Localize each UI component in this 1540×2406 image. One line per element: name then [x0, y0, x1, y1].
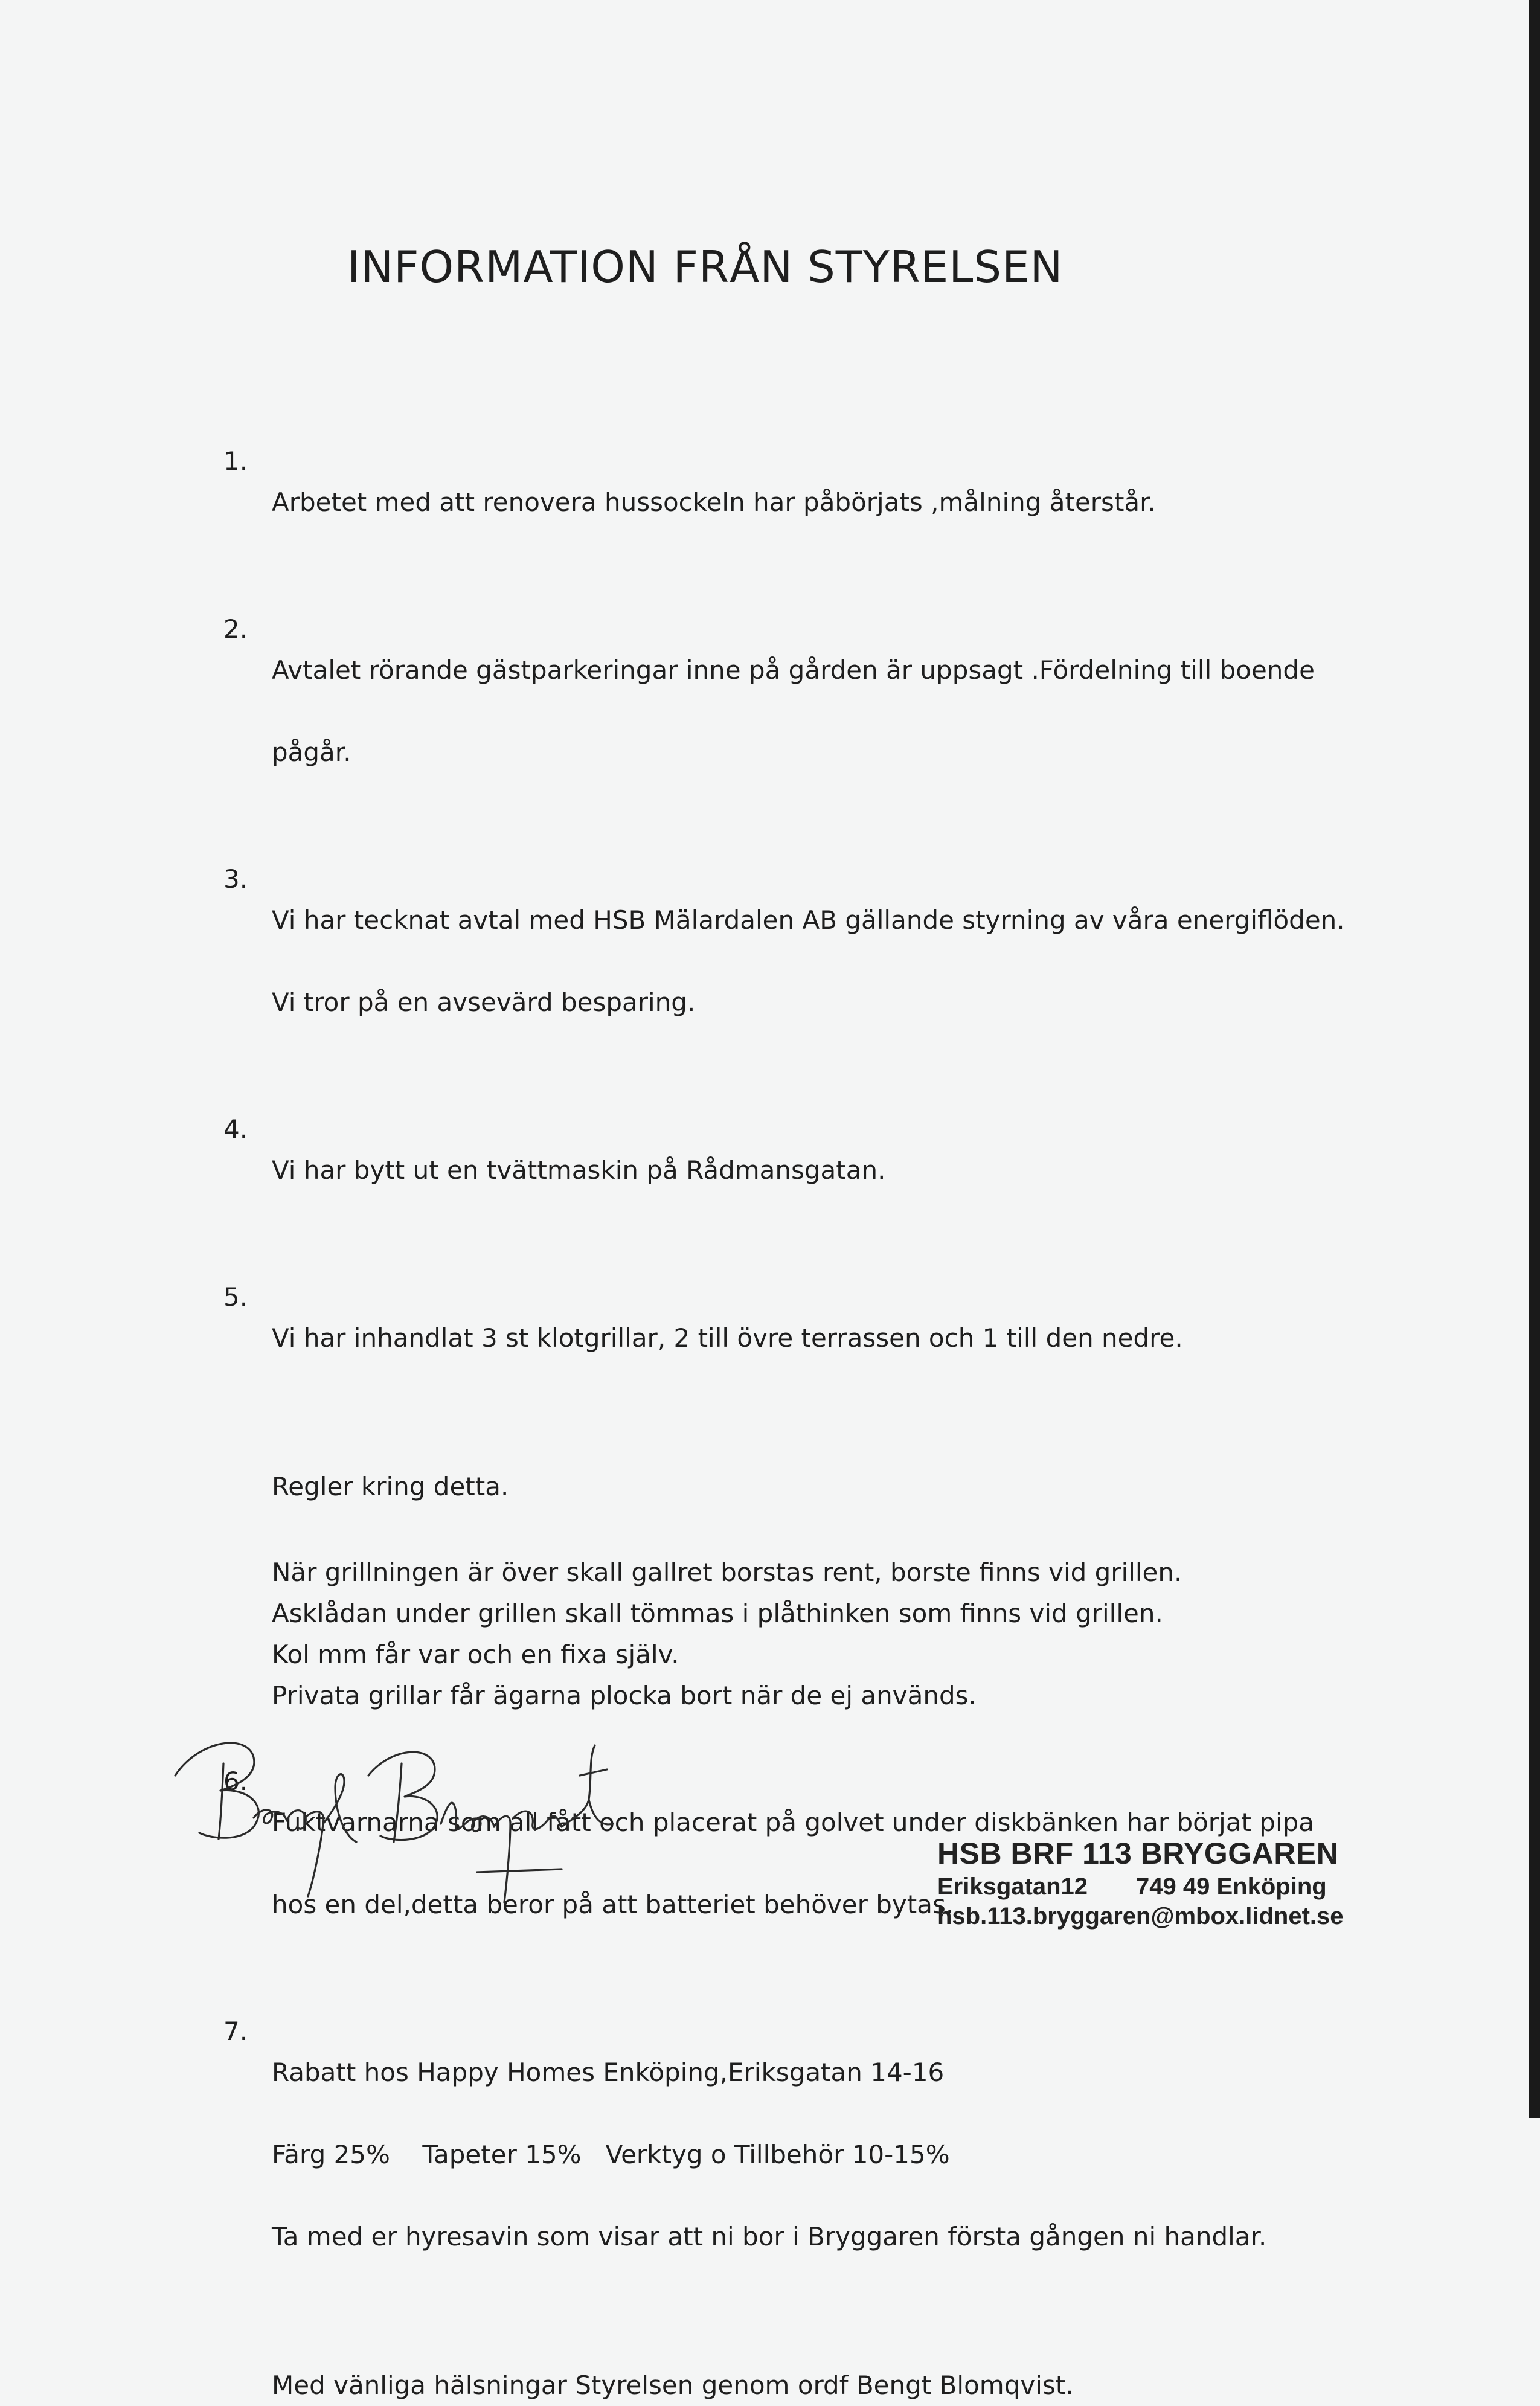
list-item-7 — [223, 2011, 1371, 2299]
item-line: Rabatt hos Happy Homes Enköping,Eriksgatan 14-16 — [272, 2058, 945, 2087]
list-item-3 — [223, 859, 1371, 1064]
item-line: Arbetet med att renovera hussockeln har påbörjats ,målning återstår. — [272, 487, 1156, 517]
scan-edge — [1529, 0, 1540, 2118]
org-street: Eriksgatan12 — [937, 1873, 1088, 1900]
rule-line: När grillningen är över skall gallret borstas rent, borste finns vid grillen. — [272, 1557, 1182, 1587]
list-item-4 — [223, 1109, 1371, 1232]
item-line: Färg 25% Tapeter 15% Verktyg o Tillbehör 10-15% — [272, 2140, 950, 2169]
closing-line: Med vänliga hälsningar Styrelsen genom ordf Bengt Blomqvist. — [272, 2370, 1074, 2400]
item-number: 2. — [223, 614, 248, 644]
rule-line: Kol mm får var och en fixa själv. — [272, 1640, 679, 1669]
list-item-2 — [223, 609, 1371, 814]
item-line: Ta med er hyresavin som visar att ni bor i Bryggaren första gången ni handlar. — [272, 2222, 1267, 2251]
signature-image — [163, 1721, 743, 1914]
item-number: 5. — [223, 1282, 248, 1312]
item-line: Vi har inhandlat 3 st klotgrillar, 2 till övre terrassen och 1 till den nedre. — [272, 1323, 1183, 1353]
item-number: 4. — [223, 1114, 248, 1144]
item-line: Vi har bytt ut en tvättmaskin på Rådmansgatan. — [272, 1155, 886, 1185]
item-line: hos en del,detta beror på att batteriet behöver bytas. — [272, 1890, 954, 1919]
org-address-block — [937, 1836, 1344, 1930]
page-title: INFORMATION FRÅN STYRELSEN — [347, 242, 1064, 292]
item-line: Fuktvarnarna som all fått och placerat på golvet under diskbänken har börjat pipa — [272, 1808, 1315, 1837]
item-line: Avtalet rörande gästparkeringar inne på gården är uppsagt .Fördelning till boende — [272, 655, 1315, 685]
item-number: 6. — [223, 1766, 248, 1796]
rules-heading: Regler kring detta. — [272, 1472, 509, 1501]
org-name: HSB BRF 113 BRYGGAREN — [937, 1837, 1339, 1870]
item-number: 3. — [223, 864, 248, 894]
org-zip-city: 749 49 Enköping — [1136, 1873, 1327, 1900]
item-number: 1. — [223, 446, 248, 476]
item-line: pågår. — [272, 737, 351, 767]
rules-section — [272, 1466, 1371, 1716]
list-item-1 — [223, 441, 1371, 564]
rule-line: Privata grillar får ägarna plocka bort när de ej används. — [272, 1681, 977, 1710]
item-line: Vi har tecknat avtal med HSB Mälardalen AB gällande styrning av våra energiflöden. — [272, 905, 1345, 935]
list-item-5 — [223, 1277, 1371, 1400]
info-list — [223, 441, 1371, 2406]
org-email: hsb.113.bryggaren@mbox.lidnet.se — [937, 1903, 1344, 1930]
item-line: Vi tror på en avsevärd besparing. — [272, 987, 696, 1017]
rule-line: Asklådan under grillen skall tömmas i plåthinken som finns vid grillen. — [272, 1599, 1163, 1628]
item-number: 7. — [223, 2016, 248, 2046]
